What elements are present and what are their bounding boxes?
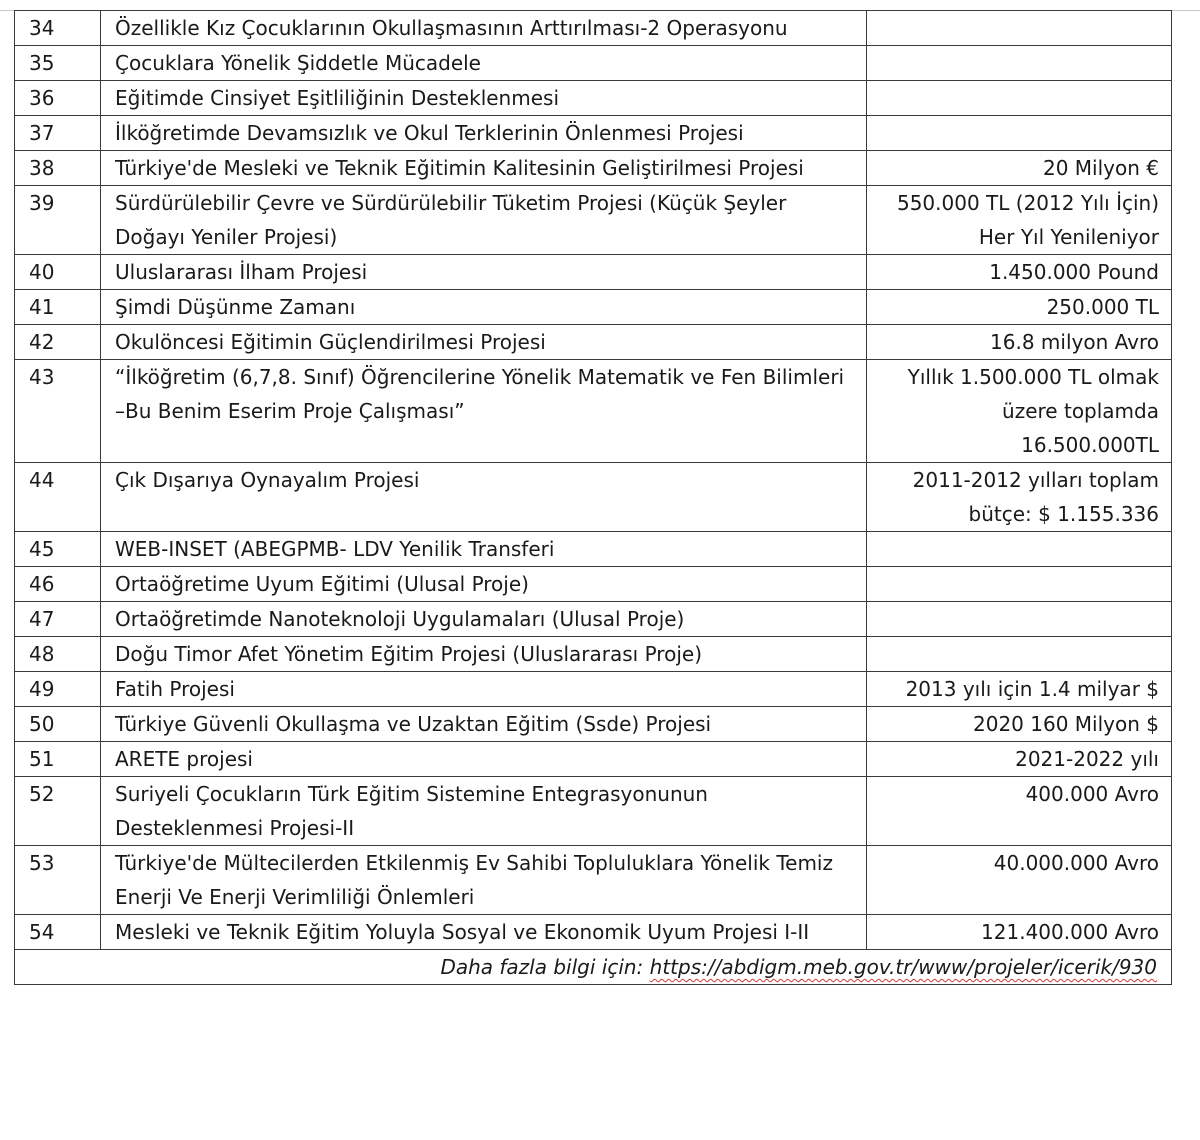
projects-table [14,10,1172,985]
table-row [15,672,1172,707]
budget-cell: 2020 160 Milyon $ [867,707,1172,742]
budget-cell: 2011-2012 yılları toplam bütçe: $ 1.155.336 [867,463,1172,532]
projects-table-body [15,11,1172,950]
project-name-cell: Uluslararası İlham Projesi [101,255,867,290]
table-row [15,186,1172,255]
table-row [15,151,1172,186]
project-name-cell: Doğu Timor Afet Yönetim Eğitim Projesi (Uluslararası Proje) [101,637,867,672]
budget-cell [867,602,1172,637]
table-row [15,637,1172,672]
project-name-cell: Çocuklara Yönelik Şiddetle Mücadele [101,46,867,81]
table-row [15,116,1172,151]
row-number-cell: 45 [15,532,101,567]
table-row [15,290,1172,325]
table-row [15,255,1172,290]
row-number-cell: 49 [15,672,101,707]
budget-cell [867,567,1172,602]
row-number-cell: 40 [15,255,101,290]
budget-cell: 40.000.000 Avro [867,846,1172,915]
row-number-cell: 51 [15,742,101,777]
footer-link[interactable]: https://abdigm.meb.gov.tr/www/projeler/icerik/930 [649,955,1157,979]
row-number-cell: 39 [15,186,101,255]
row-number-cell: 50 [15,707,101,742]
project-name-cell: ARETE projesi [101,742,867,777]
project-name-cell: Fatih Projesi [101,672,867,707]
project-name-cell: Eğitimde Cinsiyet Eşitliliğinin Desteklenmesi [101,81,867,116]
row-number-cell: 34 [15,11,101,46]
budget-cell [867,116,1172,151]
row-number-cell: 53 [15,846,101,915]
project-name-cell: Türkiye'de Mültecilerden Etkilenmiş Ev Sahibi Topluluklara Yönelik Temiz Enerji Ve Enerji Verimliliği Önlemleri [101,846,867,915]
project-name-cell: Özellikle Kız Çocuklarının Okullaşmasının Arttırılması-2 Operasyonu [101,11,867,46]
project-name-cell: Sürdürülebilir Çevre ve Sürdürülebilir Tüketim Projesi (Küçük Şeyler Doğayı Yeniler Projesi) [101,186,867,255]
table-row [15,567,1172,602]
project-name-cell: Suriyeli Çocukların Türk Eğitim Sistemine Entegrasyonunun Desteklenmesi Projesi-II [101,777,867,846]
row-number-cell: 37 [15,116,101,151]
budget-cell: 121.400.000 Avro [867,915,1172,950]
project-name-cell: Ortaöğretimde Nanoteknoloji Uygulamaları (Ulusal Proje) [101,602,867,637]
table-row [15,463,1172,532]
project-name-cell: “İlköğretim (6,7,8. Sınıf) Öğrencilerine Yönelik Matematik ve Fen Bilimleri –Bu Benim Eserim Proje Çalışması” [101,360,867,463]
table-row [15,11,1172,46]
row-number-cell: 36 [15,81,101,116]
table-row [15,707,1172,742]
row-number-cell: 54 [15,915,101,950]
project-name-cell: WEB-INSET (ABEGPMB- LDV Yenilik Transferi [101,532,867,567]
row-number-cell: 46 [15,567,101,602]
project-name-cell: Türkiye'de Mesleki ve Teknik Eğitimin Kalitesinin Geliştirilmesi Projesi [101,151,867,186]
budget-cell: 250.000 TL [867,290,1172,325]
table-row [15,325,1172,360]
table-row [15,846,1172,915]
budget-cell: 1.450.000 Pound [867,255,1172,290]
budget-cell: 20 Milyon € [867,151,1172,186]
budget-cell [867,532,1172,567]
row-number-cell: 44 [15,463,101,532]
budget-cell [867,81,1172,116]
row-number-cell: 38 [15,151,101,186]
table-row [15,915,1172,950]
footer-cell [15,950,1172,985]
project-name-cell: Türkiye Güvenli Okullaşma ve Uzaktan Eğitim (Ssde) Projesi [101,707,867,742]
project-name-cell: Şimdi Düşünme Zamanı [101,290,867,325]
table-row [15,742,1172,777]
budget-cell: 16.8 milyon Avro [867,325,1172,360]
row-number-cell: 52 [15,777,101,846]
footer-row [15,950,1172,985]
budget-cell: 550.000 TL (2012 Yılı İçin) Her Yıl Yenileniyor [867,186,1172,255]
table-row [15,602,1172,637]
row-number-cell: 42 [15,325,101,360]
budget-cell: 2021-2022 yılı [867,742,1172,777]
table-row [15,777,1172,846]
project-name-cell: Ortaöğretime Uyum Eğitimi (Ulusal Proje) [101,567,867,602]
row-number-cell: 35 [15,46,101,81]
budget-cell: 2013 yılı için 1.4 milyar $ [867,672,1172,707]
project-name-cell: Okulöncesi Eğitimin Güçlendirilmesi Projesi [101,325,867,360]
row-number-cell: 48 [15,637,101,672]
row-number-cell: 47 [15,602,101,637]
row-number-cell: 41 [15,290,101,325]
table-row [15,46,1172,81]
footer-label: Daha fazla bilgi için: [440,955,650,979]
project-name-cell: İlköğretimde Devamsızlık ve Okul Terklerinin Önlenmesi Projesi [101,116,867,151]
table-row [15,532,1172,567]
budget-cell [867,637,1172,672]
table-row [15,81,1172,116]
project-name-cell: Mesleki ve Teknik Eğitim Yoluyla Sosyal ve Ekonomik Uyum Projesi I-II [101,915,867,950]
budget-cell [867,46,1172,81]
budget-cell: Yıllık 1.500.000 TL olmak üzere toplamda 16.500.000TL [867,360,1172,463]
budget-cell [867,11,1172,46]
row-number-cell: 43 [15,360,101,463]
table-row [15,360,1172,463]
budget-cell: 400.000 Avro [867,777,1172,846]
project-name-cell: Çık Dışarıya Oynayalım Projesi [101,463,867,532]
